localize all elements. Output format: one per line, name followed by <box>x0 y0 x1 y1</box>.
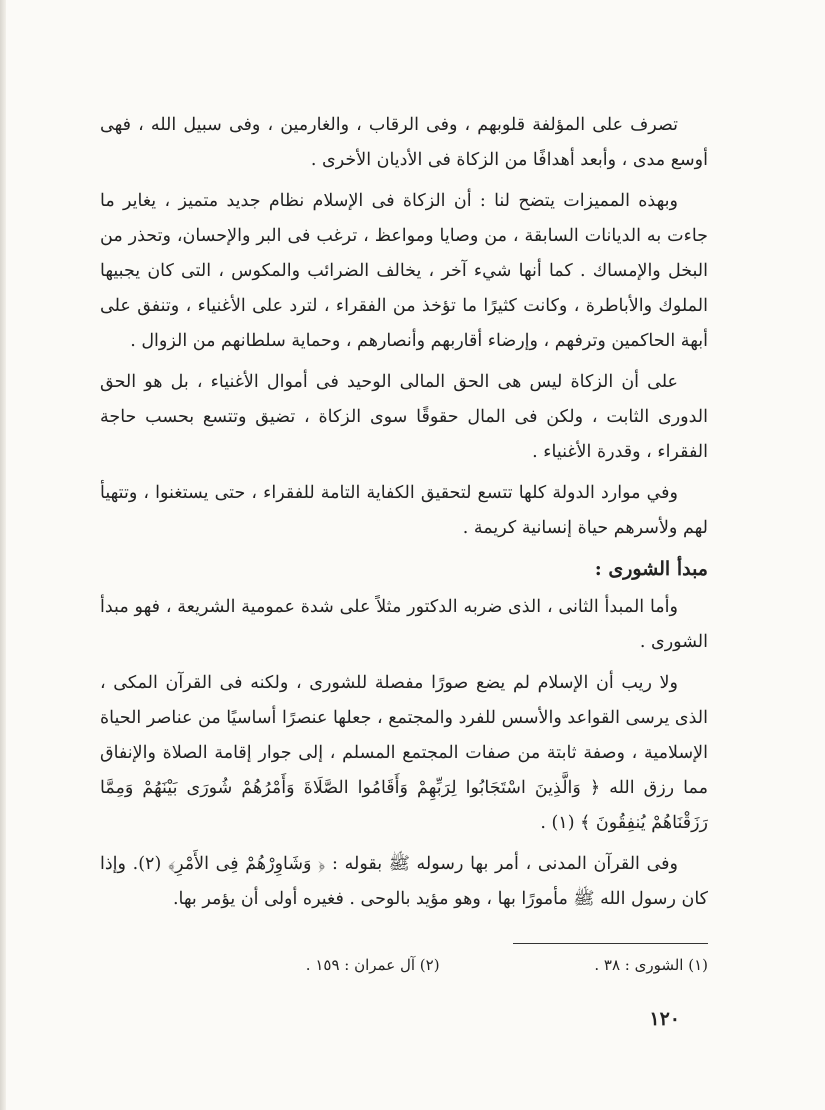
paragraph-shura-medinan-rest: وإذا كان رسول الله ﷺ مأمورًا بها ، وهو مؤيد بالوحى . فغيره أولى أن يؤمر بها. <box>100 854 708 909</box>
paragraph-shura-meccan <box>100 666 708 841</box>
paragraph-shura-meccan-text: ولا ريب أن الإسلام لم يضع صورًا مفصلة للشورى ، ولكنه فى القرآن المكى ، الذى يرسى القواعد والأسس للفرد والمجتمع ، جعلها عنصرًا أساسيًا من عناصر الحياة الإسلامية ، وصفة ثابتة من صفات المجتمع المسلم ، إلى جوار إقامة الصلاة والإنفاق مما رزق الله <box>100 673 708 798</box>
page-number: ١٢٠ <box>649 1008 680 1030</box>
paragraph-second-principle: وأما المبدأ الثانى ، الذى ضربه الدكتور مثلاً على شدة عمومية الشريعة ، فهو مبدأ الشورى . <box>100 597 708 652</box>
paragraph-state-resources: وفي موارد الدولة كلها تتسع لتحقيق الكفاية التامة للفقراء ، حتى يستغنوا ، وتتهيأ لهم ولأسرهم حياة إنسانية كريمة . <box>100 483 708 538</box>
footnote-divider <box>513 943 708 944</box>
footnote-1: (١) الشورى : ٣٨ . <box>594 956 708 974</box>
footnotes <box>100 952 708 978</box>
footnote-ref-2: (٢). <box>132 854 162 874</box>
paragraph-shura-medinan-text: وفى القرآن المدنى ، أمر بها رسوله ﷺ بقوله : <box>332 854 678 874</box>
paragraph-zakat-not-only-right: على أن الزكاة ليس هى الحق المالى الوحيد فى أموال الأغنياء ، بل هو الحق الدورى الثابت ، ولكن فى المال حقوقًا سوى الزكاة ، تضيق وتتسع بحسب حاجة الفقراء ، وقدرة الأغنياء . <box>100 372 708 462</box>
page-body <box>100 108 708 923</box>
paragraph-zakat-recipients: تصرف على المؤلفة قلوبهم ، وفى الرقاب ، والغارمين ، وفى سبيل الله ، فهى أوسع مدى ، وأبعد أهدافًا من الزكاة فى الأديان الأخرى . <box>100 115 708 170</box>
section-heading-shura: مبدأ الشورى : <box>594 558 708 580</box>
paragraph-shura-medinan <box>100 847 708 917</box>
footnote-2: (٢) آل عمران : ١٥٩ . <box>305 956 440 974</box>
page-gutter-shadow <box>0 0 6 1110</box>
quran-quote-al-imran-159: ﴿ وَشَاوِرْهُمْ فِى الأَمْرِ﴾ <box>167 854 326 874</box>
footnote-ref-1: (١) . <box>540 813 575 833</box>
paragraph-zakat-features: وبهذه المميزات يتضح لنا : أن الزكاة فى الإسلام نظام جديد متميز ، يغاير ما جاءت به الديانات السابقة ، من وصايا ومواعظ ، ترغب فى البر والإحسان، وتحذر من البخل والإمساك . كما أنها شيء آخر ، يخالف الضرائب والمكوس ، التى كان يجبيها الملوك والأباطرة ، وكانت كثيرًا ما تؤخذ من الفقراء ، لترد على الأغنياء ، وتنفق على أبهة الحاكمين وترفهم ، وإرضاء أقاربهم وأنصارهم ، وحماية سلطانهم من الزوال . <box>100 191 708 351</box>
quran-quote-shura-38: ﴿ وَالَّذِينَ اسْتَجَابُوا لِرَبِّهِمْ وَأَقَامُوا الصَّلَاةَ وَأَمْرُهُمْ شُورَى بَيْنَهُمْ وَمِمَّا رَزَقْنَاهُمْ يُنفِقُونَ ﴾ <box>100 778 708 833</box>
